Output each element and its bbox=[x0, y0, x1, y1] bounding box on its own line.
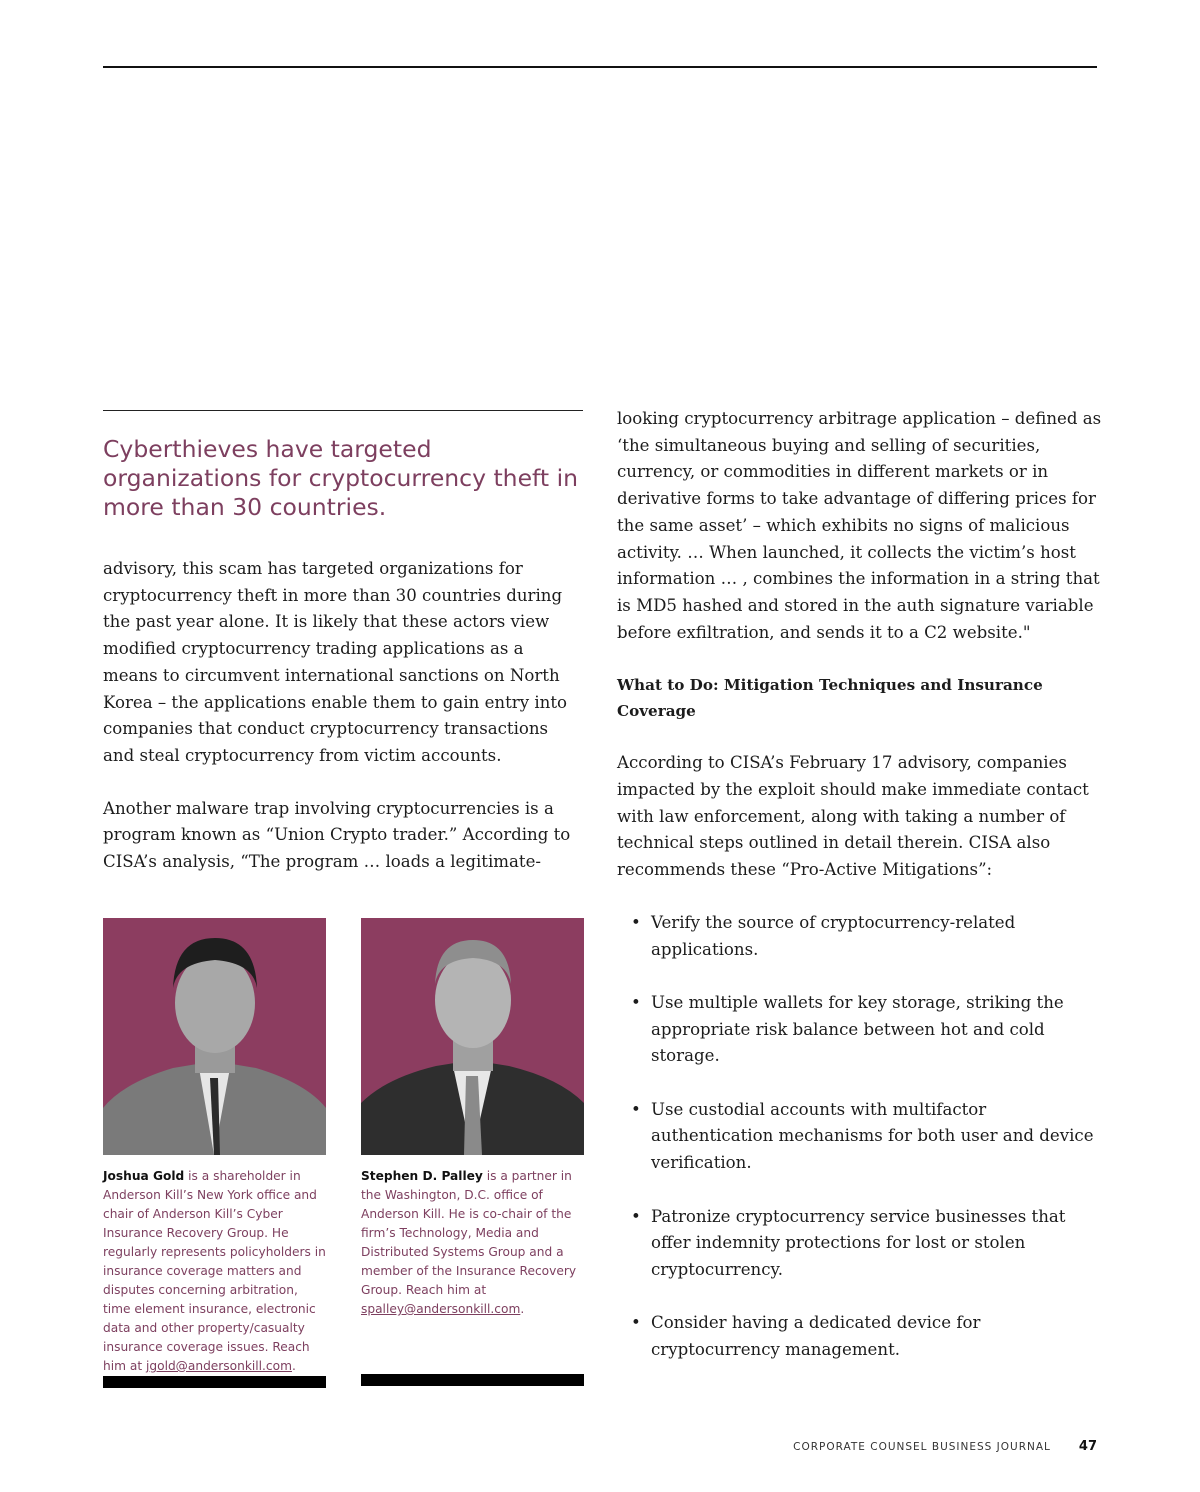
bio-bar bbox=[103, 1376, 326, 1388]
author-bio-gold bbox=[103, 918, 326, 1376]
bullet-icon: • bbox=[631, 912, 641, 932]
list-item bbox=[617, 1097, 1107, 1177]
bullet-icon: • bbox=[631, 992, 641, 1012]
bio-end: . bbox=[291, 1359, 296, 1373]
pullquote-rule bbox=[103, 410, 583, 411]
body-paragraph: According to CISA’s February 17 advisory, companies impacted by the exploit should make immediate contact with law enforcement, along with taking a number of technical steps outlined in detail therein. CISA also recommends these “Pro-Active Mitigations”: bbox=[617, 753, 1089, 880]
left-column bbox=[103, 410, 583, 876]
author-photo bbox=[361, 918, 584, 1155]
email-link[interactable]: jgold@andersonkill.com bbox=[145, 1359, 292, 1373]
bio-description: is a partner in the Washington, D.C. office of Anderson Kill. He is co-chair of the firm’s Technology, Media and Distributed Systems Group and a member of the Insurance Recovery Group. Reach him at bbox=[361, 1169, 577, 1297]
page-footer bbox=[793, 1435, 1097, 1454]
body-paragraph: looking cryptocurrency arbitrage application – defined as ‘the simultaneous buying and selling of securities, currency, or commodities in different markets or in derivative forms to take advantage of differing prices for the same asset’ – which exhibits no signs of malicious activity. … When launched, it collects the victim’s host information … , combines the information in a string that is MD5 hashed and stored in the auth signature variable before exfiltration, and sends it to a C2 website." bbox=[617, 409, 1102, 642]
journal-name: CORPORATE COUNSEL BUSINESS JOURNAL bbox=[793, 1441, 1051, 1453]
bullet-icon: • bbox=[631, 1099, 641, 1119]
list-item bbox=[617, 1310, 1107, 1363]
list-item bbox=[617, 990, 1107, 1070]
portrait-icon bbox=[361, 918, 584, 1155]
body-paragraph: advisory, this scam has targeted organizations for cryptocurrency theft in more than 30 countries during the past year alone. It is likely that these actors view modified cryptocurrency trading applications as a means to circumvent international sanctions on North Korea – the applications enable them to gain entry into companies that conduct cryptocurrency transactions and steal cryptocurrency from victim accounts. bbox=[103, 559, 568, 765]
bullet-icon: • bbox=[631, 1206, 641, 1226]
bio-description: is a shareholder in Anderson Kill’s New York office and chair of Anderson Kill’s Cyber Insurance Recovery Group. He regularly represents policyholders in insurance coverage matters and disputes concerning arbitration, time element insurance, electronic data and other property/casualty insurance coverage issues. Reach him at bbox=[103, 1169, 326, 1373]
list-item bbox=[617, 910, 1107, 963]
author-bio-text bbox=[361, 1167, 584, 1319]
mitigation-list bbox=[617, 910, 1107, 1364]
right-column bbox=[617, 406, 1107, 1390]
list-item-text: Patronize cryptocurrency service businesses that offer indemnity protections for lost or stolen cryptocurrency. bbox=[651, 1206, 1066, 1279]
portrait-icon bbox=[103, 918, 326, 1155]
pullquote: Cyberthieves have targeted organizations for cryptocurrency theft in more than 30 countries. bbox=[103, 435, 579, 521]
top-rule bbox=[103, 66, 1097, 68]
body-paragraph: Another malware trap involving cryptocurrencies is a program known as “Union Crypto trader.” According to CISA’s analysis, “The program … loads a legitimate- bbox=[103, 798, 571, 872]
bio-end: . bbox=[520, 1302, 525, 1316]
author-bio-text bbox=[103, 1167, 326, 1376]
author-name: Joshua Gold bbox=[103, 1169, 185, 1183]
list-item-text: Verify the source of cryptocurrency-related applications. bbox=[651, 912, 1016, 959]
section-subhead: What to Do: Mitigation Techniques and Insurance Coverage bbox=[617, 676, 1043, 721]
list-item-text: Use custodial accounts with multifactor authentication mechanisms for both user and device verification. bbox=[651, 1099, 1094, 1173]
page-number: 47 bbox=[1078, 1439, 1097, 1454]
author-bio-palley bbox=[361, 918, 584, 1319]
list-item-text: Use multiple wallets for key storage, striking the appropriate risk balance between hot and cold storage. bbox=[651, 992, 1064, 1066]
author-photo bbox=[103, 918, 326, 1155]
bullet-icon: • bbox=[631, 1313, 641, 1333]
list-item bbox=[617, 1204, 1107, 1284]
bio-bar bbox=[361, 1374, 584, 1386]
email-link[interactable]: spalley@andersonkill.com bbox=[361, 1302, 521, 1316]
list-item-text: Consider having a dedicated device for cryptocurrency management. bbox=[651, 1313, 981, 1360]
author-name: Stephen D. Palley bbox=[361, 1169, 483, 1183]
